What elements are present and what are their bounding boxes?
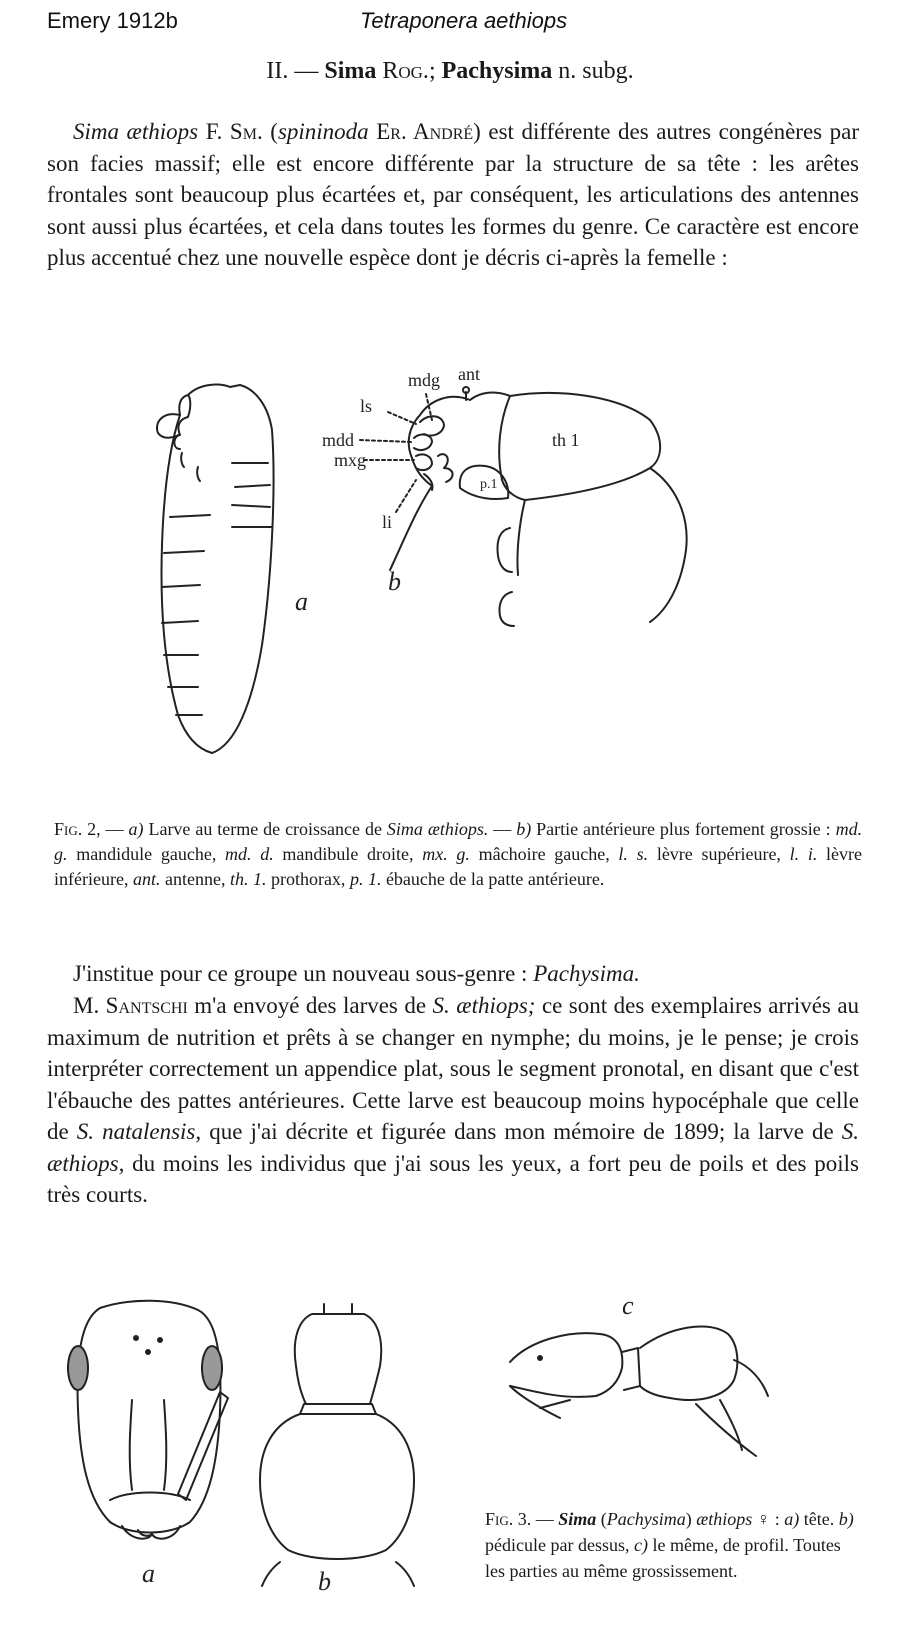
caption3-sex: ♀ : <box>756 1509 780 1529</box>
para3-species-3: S. æthiops, <box>47 1119 860 1176</box>
caption2-v5: lèvre inférieure, <box>54 844 862 889</box>
label-ant: ant <box>458 364 480 384</box>
caption2-v2: mandibule droite, <box>282 844 414 864</box>
eye-right <box>202 1346 222 1390</box>
paren-open: ( <box>270 119 278 144</box>
caption2-k4: l. s. <box>618 844 649 864</box>
ocellus-2 <box>146 1350 150 1354</box>
label-li: li <box>382 512 393 532</box>
figure-2b-label: b <box>388 567 401 596</box>
postpetiole-outline <box>260 1414 414 1559</box>
species-author: F. Sm. <box>205 119 263 144</box>
leg-fold-1 <box>498 528 513 572</box>
larva-spiracle-1 <box>181 453 184 467</box>
paragraph-intro <box>47 116 859 274</box>
section-rank: n. subg. <box>558 58 634 84</box>
caption2-fig: Fig. 2, — <box>54 819 124 839</box>
caption2-k3: mx. g. <box>422 844 470 864</box>
paragraph-larvae <box>47 990 859 1211</box>
header-species: Tetraponera aethiops <box>360 8 568 33</box>
ocellus-1 <box>134 1336 138 1340</box>
section-subgenus: Pachysima <box>441 58 553 84</box>
larva-mouth-detail <box>174 435 180 449</box>
ventral-curve <box>390 486 432 570</box>
caption3-t3: le même, de profil. Toutes les parties au même grossissement. <box>485 1535 841 1581</box>
para3-t1: m'a envoyé des larves de <box>194 993 427 1018</box>
leader-li <box>396 480 416 512</box>
figure-2b-anterior-drawing <box>320 360 700 680</box>
thorax-rear <box>510 1333 622 1397</box>
para3-species-2: S. natalensis, <box>76 1119 202 1144</box>
postpetiole-profile <box>640 1326 737 1400</box>
caption3-subgenus: Pachysima <box>606 1509 686 1529</box>
frontal-carina-right <box>164 1400 166 1490</box>
caption2-b: b) <box>516 819 532 839</box>
figure-2a-label: a <box>295 587 308 616</box>
para3-m: M. <box>73 993 100 1018</box>
person-name: Santschi <box>105 993 188 1018</box>
para3-t4: du moins les individus que j'ai sous les yeux, a fort peu de poils et des poils très courts. <box>47 1150 859 1207</box>
section-genus: Sima <box>324 58 377 84</box>
larva-body-outline <box>188 385 274 753</box>
label-mdg: mdg <box>408 370 441 390</box>
frontal-carina-left <box>130 1400 132 1490</box>
caption2-v7: prothorax, <box>270 869 346 889</box>
larva-segment-8 <box>162 621 198 623</box>
section-number: II. — <box>266 58 319 84</box>
caption3-c: c) <box>633 1535 648 1555</box>
paragraph-subgenus-text: J'institue pour ce groupe un nouveau sous-genre : <box>73 961 528 986</box>
para3-t3: que j'ai décrite et figurée dans mon mémoire de 1899; la larve de <box>209 1119 834 1144</box>
prothorax-outline <box>510 393 660 500</box>
figure-3a-head-drawing <box>60 1300 240 1590</box>
petiole-outline <box>295 1314 381 1404</box>
synonym-name: spininoda <box>277 119 369 144</box>
caption2-species: Sima æthiops. <box>386 819 489 839</box>
caption3-fig: Fig. 3. — <box>485 1509 554 1529</box>
joint-ring <box>300 1404 376 1414</box>
caption2-v8: ébauche de la patte antérieure. <box>385 869 605 889</box>
head-outline <box>78 1301 221 1533</box>
section-genus-author: Rog. <box>382 58 429 84</box>
antenna-mark <box>463 387 469 393</box>
ocellus-3 <box>158 1338 162 1342</box>
eye-left <box>68 1346 88 1390</box>
figure-3-caption <box>485 1506 865 1584</box>
paragraph-intro-text: ) est différente des autres congénères par son facies massif; elle est encore différente par la structure de sa tête : les arêtes frontales sont beaucoup plus écartées et, par conséquent, les articulations des antennes sont aussi plus écartées, et cela dans toutes les formes du genre. Ce caractère est encore plus accentué chez une nouvelle espèce dont je décris ci-après la femelle : <box>47 119 860 270</box>
mouth-folds <box>438 454 453 482</box>
figure-2a-larva-drawing <box>140 375 340 795</box>
label-p1: p.1 <box>480 477 498 492</box>
figure-3a-label: a <box>142 1559 155 1588</box>
leg-fold-2 <box>500 592 515 626</box>
larva-segment-6 <box>164 551 204 553</box>
spiracle <box>538 1356 542 1360</box>
label-th1: th 1 <box>552 430 580 450</box>
caption3-b: b) <box>838 1509 854 1529</box>
caption2-v6: antenne, <box>164 869 226 889</box>
paragraph-subgenus <box>47 958 859 990</box>
para3-species-1: S. æthiops; <box>432 993 536 1018</box>
mandible-right <box>414 435 432 450</box>
larva-segment-2 <box>235 485 270 487</box>
caption3-close: ) <box>685 1509 692 1529</box>
figure-3b-pedicel-drawing <box>252 1300 422 1596</box>
maxilla-left <box>416 454 432 470</box>
section-separator: ; <box>428 58 436 84</box>
node-link <box>622 1348 640 1390</box>
petiole-neck <box>324 1304 352 1314</box>
label-ls: ls <box>360 396 373 416</box>
caption2-dash: — <box>493 819 512 839</box>
mesothorax-outline <box>650 468 687 622</box>
caption2-k7: th. 1. <box>229 869 267 889</box>
figure-3c-label: c <box>622 1291 634 1320</box>
caption2-v4: lèvre supérieure, <box>656 844 781 864</box>
caption3-t1: tête. <box>803 1509 835 1529</box>
caption3-genus: Sima <box>558 1509 597 1529</box>
caption3-a: a) <box>784 1509 800 1529</box>
caption2-k6: ant. <box>132 869 161 889</box>
section-heading <box>0 58 900 85</box>
synonym-author: Er. André <box>376 119 474 144</box>
leader-ls <box>388 412 416 424</box>
caption2-k5: l. i. <box>789 844 818 864</box>
caption2-a: a) <box>128 819 144 839</box>
caption3-species: æthiops <box>696 1509 753 1529</box>
caption2-v1: mandidule gauche, <box>76 844 217 864</box>
gaster-profile <box>696 1360 768 1456</box>
larva-back-outline <box>162 415 212 753</box>
label-mdd: mdd <box>322 430 355 450</box>
caption2-k8: p. 1. <box>349 869 382 889</box>
larva-head <box>157 395 190 438</box>
header-citation: Emery 1912b <box>47 8 178 33</box>
para3-t2: ce sont des exemplaires arrivés au maximum de nutrition et prêts à se changer en nymphe; du moins, je le pense; je crois interpréter correctement un appendice plat, sous le segment pronotal, en disant que c'est l'ébauche des pattes antérieures. Cette larve est beaucoup moins hypocéphale que celle de <box>47 993 860 1144</box>
caption2-k1: md. g. <box>54 819 863 864</box>
leader-mdd <box>360 440 412 442</box>
gaster-start <box>262 1562 414 1586</box>
pronotum-back <box>499 396 525 500</box>
larva-segment-5 <box>170 515 210 517</box>
caption2-t1: Larve au terme de croissance de <box>148 819 382 839</box>
species-name: Sima æthiops <box>73 119 199 144</box>
caption2-v3: mâchoire gauche, <box>478 844 610 864</box>
caption2-t2: Partie antérieure plus fortement grossie : <box>536 819 831 839</box>
subgenus-name: Pachysima. <box>533 961 640 986</box>
thorax-ventral <box>517 500 525 575</box>
figure-3c-profile-drawing <box>500 1291 860 1480</box>
caption2-k2: md. d. <box>225 844 274 864</box>
label-mxg: mxg <box>334 450 367 470</box>
caption3-open: ( <box>600 1509 607 1529</box>
figure-3b-label: b <box>318 1567 331 1596</box>
caption3-t2: pédicule par dessus, <box>485 1535 630 1555</box>
figure-2-caption <box>54 817 862 892</box>
head-outline <box>409 393 510 486</box>
larva-segment-3 <box>232 505 270 507</box>
propodeum-lower <box>510 1386 570 1418</box>
larva-segment-7 <box>162 585 200 587</box>
larva-spiracle-2 <box>197 467 200 481</box>
